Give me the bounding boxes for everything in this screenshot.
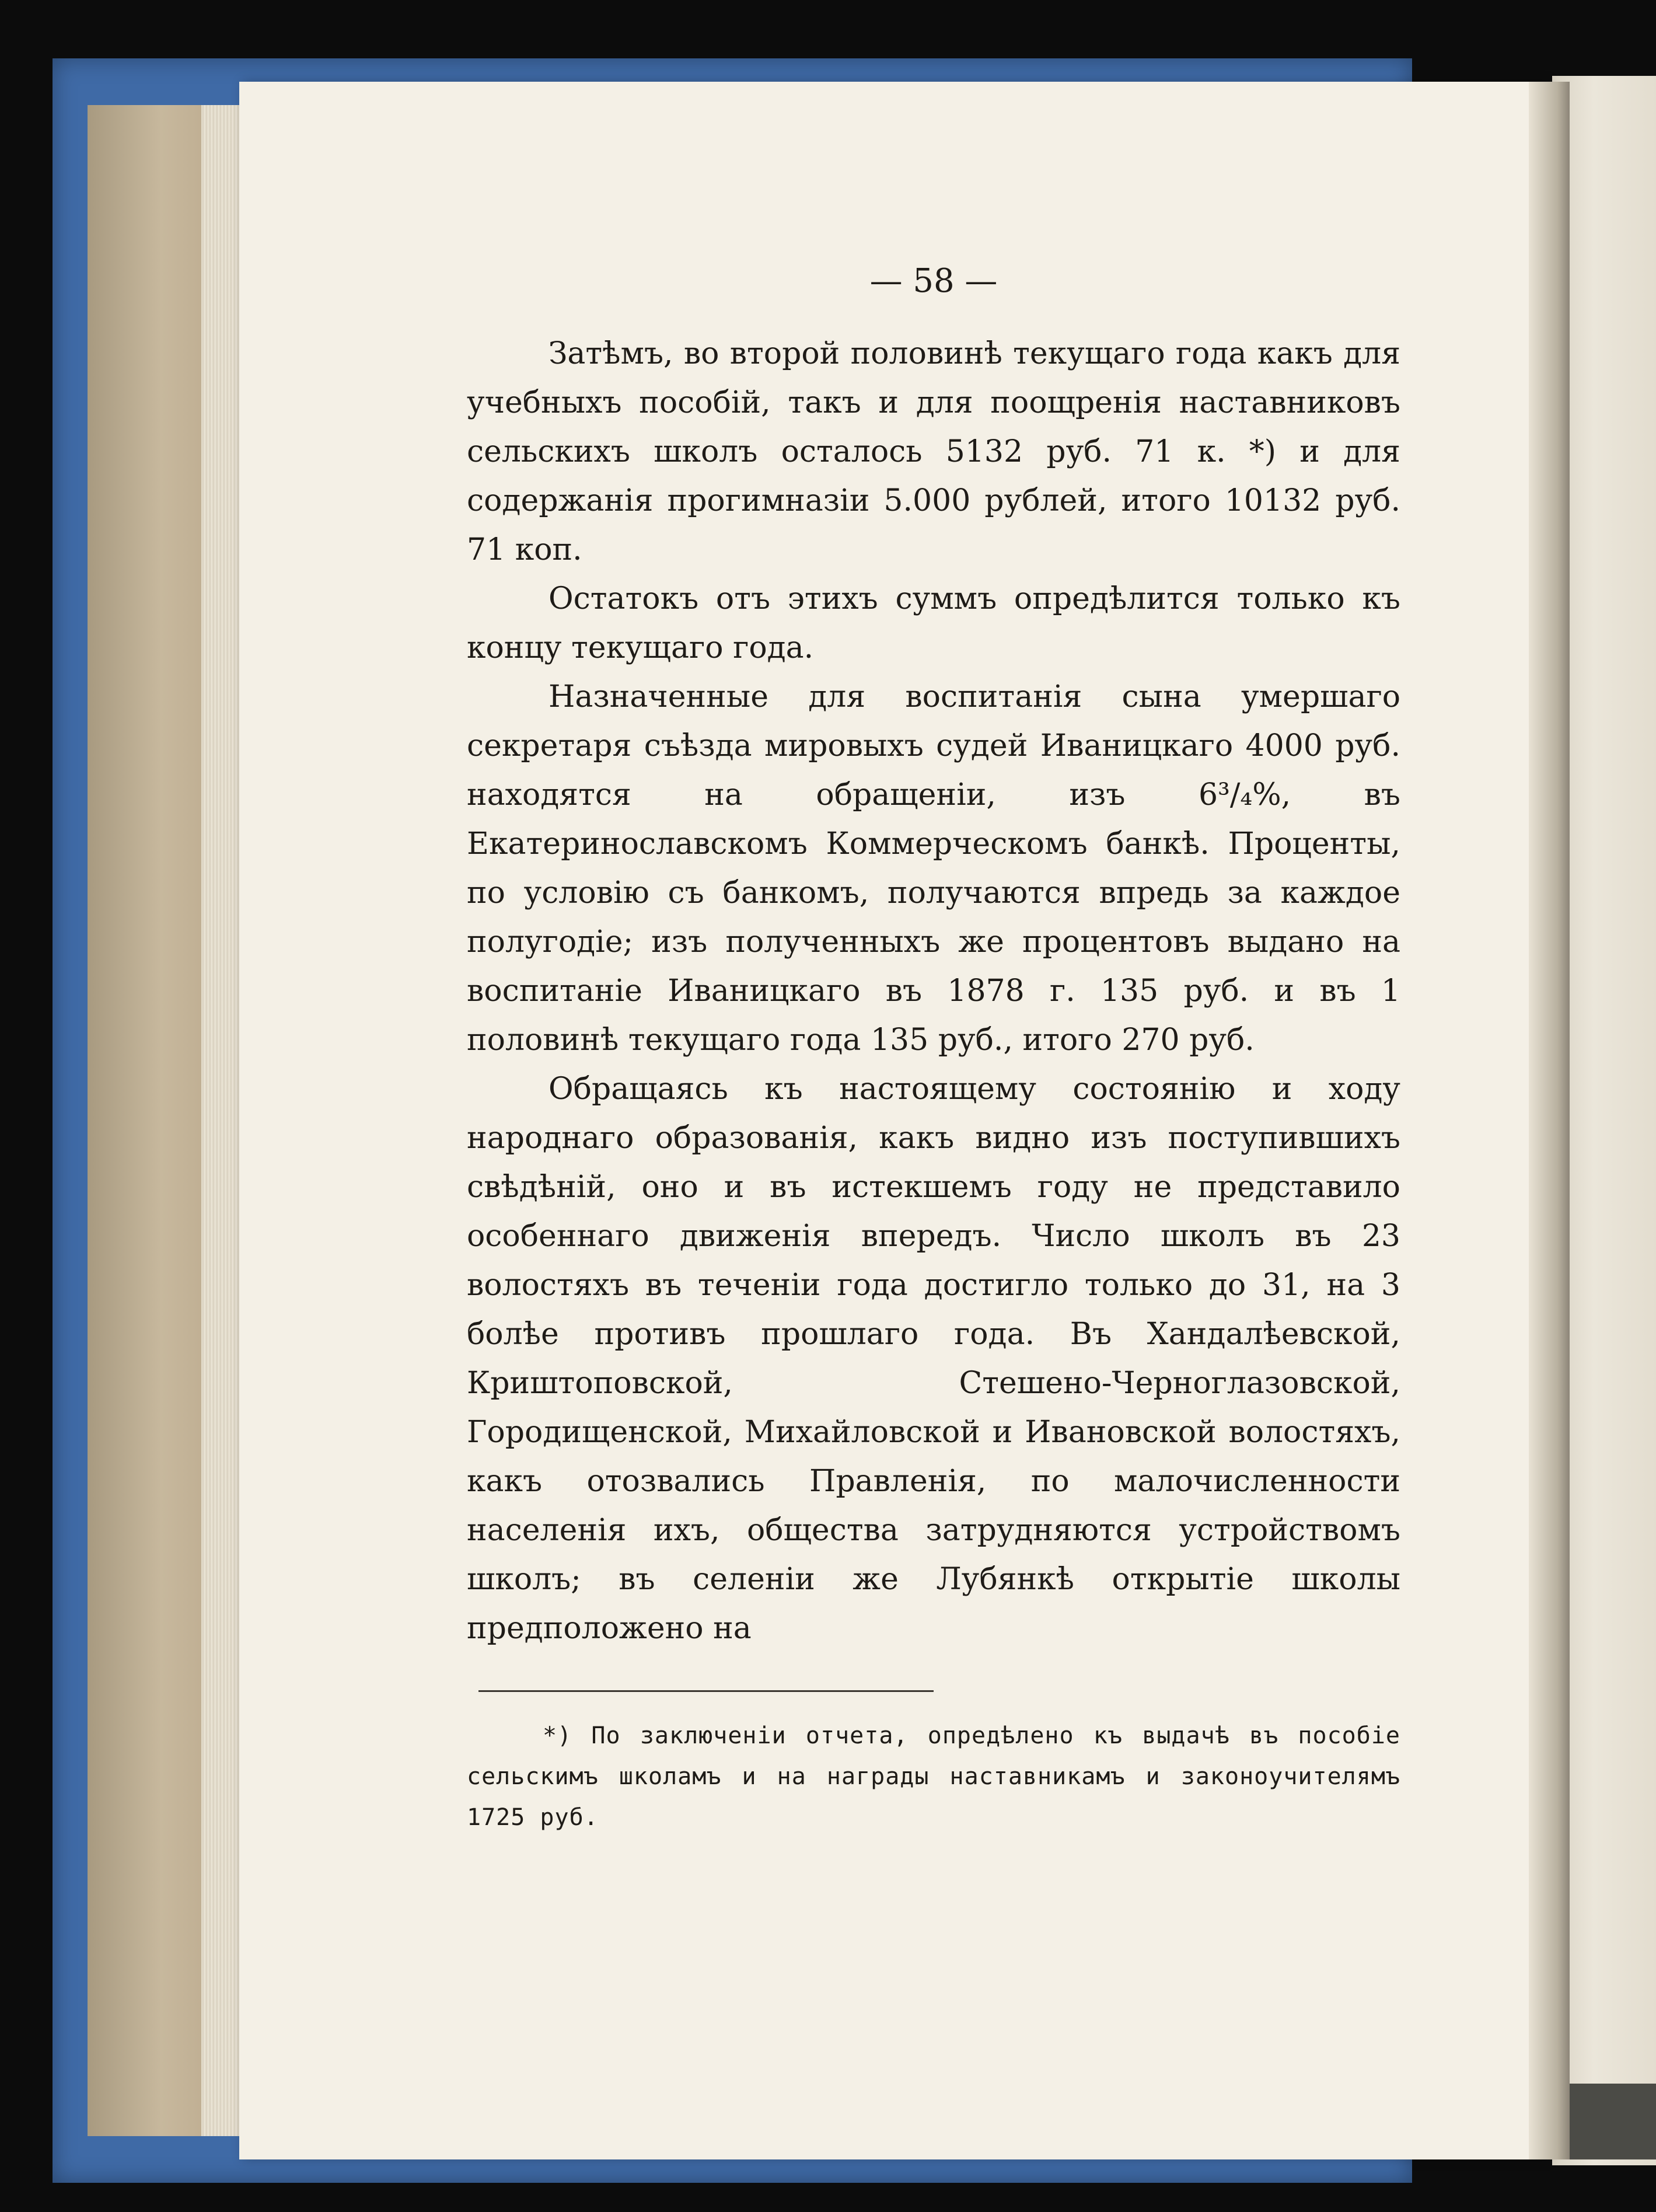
page-gutter: [1529, 82, 1570, 2159]
endpaper: [88, 105, 210, 2136]
paragraph: Затѣмъ, во второй половинѣ текущаго года какъ для учебныхъ пособій, такъ и для поощренія наставниковъ сельскихъ школъ осталось 5132 руб. 71 к. *) и для содержанія прогимназіи 5.000 рублей, итого 10132 руб. 71 коп.: [467, 336, 1400, 567]
page-text: [467, 257, 1400, 1838]
paragraph: Остатокъ отъ этихъ суммъ опредѣлится только къ концу текущаго года.: [467, 581, 1400, 665]
paragraph: Назначенные для воспитанія сына умершаго секретаря съѣзда мировыхъ судей Иваницкаго 4000 руб. находятся на обращеніи, изъ 6³/₄%, въ Екатеринославскомъ Коммерческомъ банкѣ. Проценты, по условію съ банкомъ, получаются впредь за каждое полугодіе; изъ полученныхъ же процентовъ выдано на воспитаніе Иваницкаго въ 1878 г. 135 руб. и въ 1 половинѣ текущаго года 135 руб., итого 270 руб.: [467, 679, 1400, 1058]
footnote-divider: [478, 1690, 934, 1692]
footnote: *) По заключеніи отчета, опредѣлено къ выдачѣ въ пособіе сельскимъ школамъ и на награды наставникамъ и законоучителямъ 1725 руб.: [467, 1722, 1400, 1831]
page-number: — 58 —: [869, 262, 998, 300]
paragraph: Обращаясь къ настоящему состоянію и ходу народнаго образованія, какъ видно изъ поступившихъ свѣдѣній, оно и въ истекшемъ году не представило особеннаго движенія впередъ. Число школъ въ 23 волостяхъ въ теченіи года достигло только до 31, на 3 болѣе противъ прошлаго года. Въ Хандалѣевской, Криштоповской, Стешено-Черноглазовской, Городищенской, Михайловской и Ивановской волостяхъ, какъ отозвались Правленія, по малочисленности населенія ихъ, общества затрудняются устройствомъ школъ; въ селеніи же Лубянкѣ открытіе школы предположено на: [467, 1072, 1400, 1646]
